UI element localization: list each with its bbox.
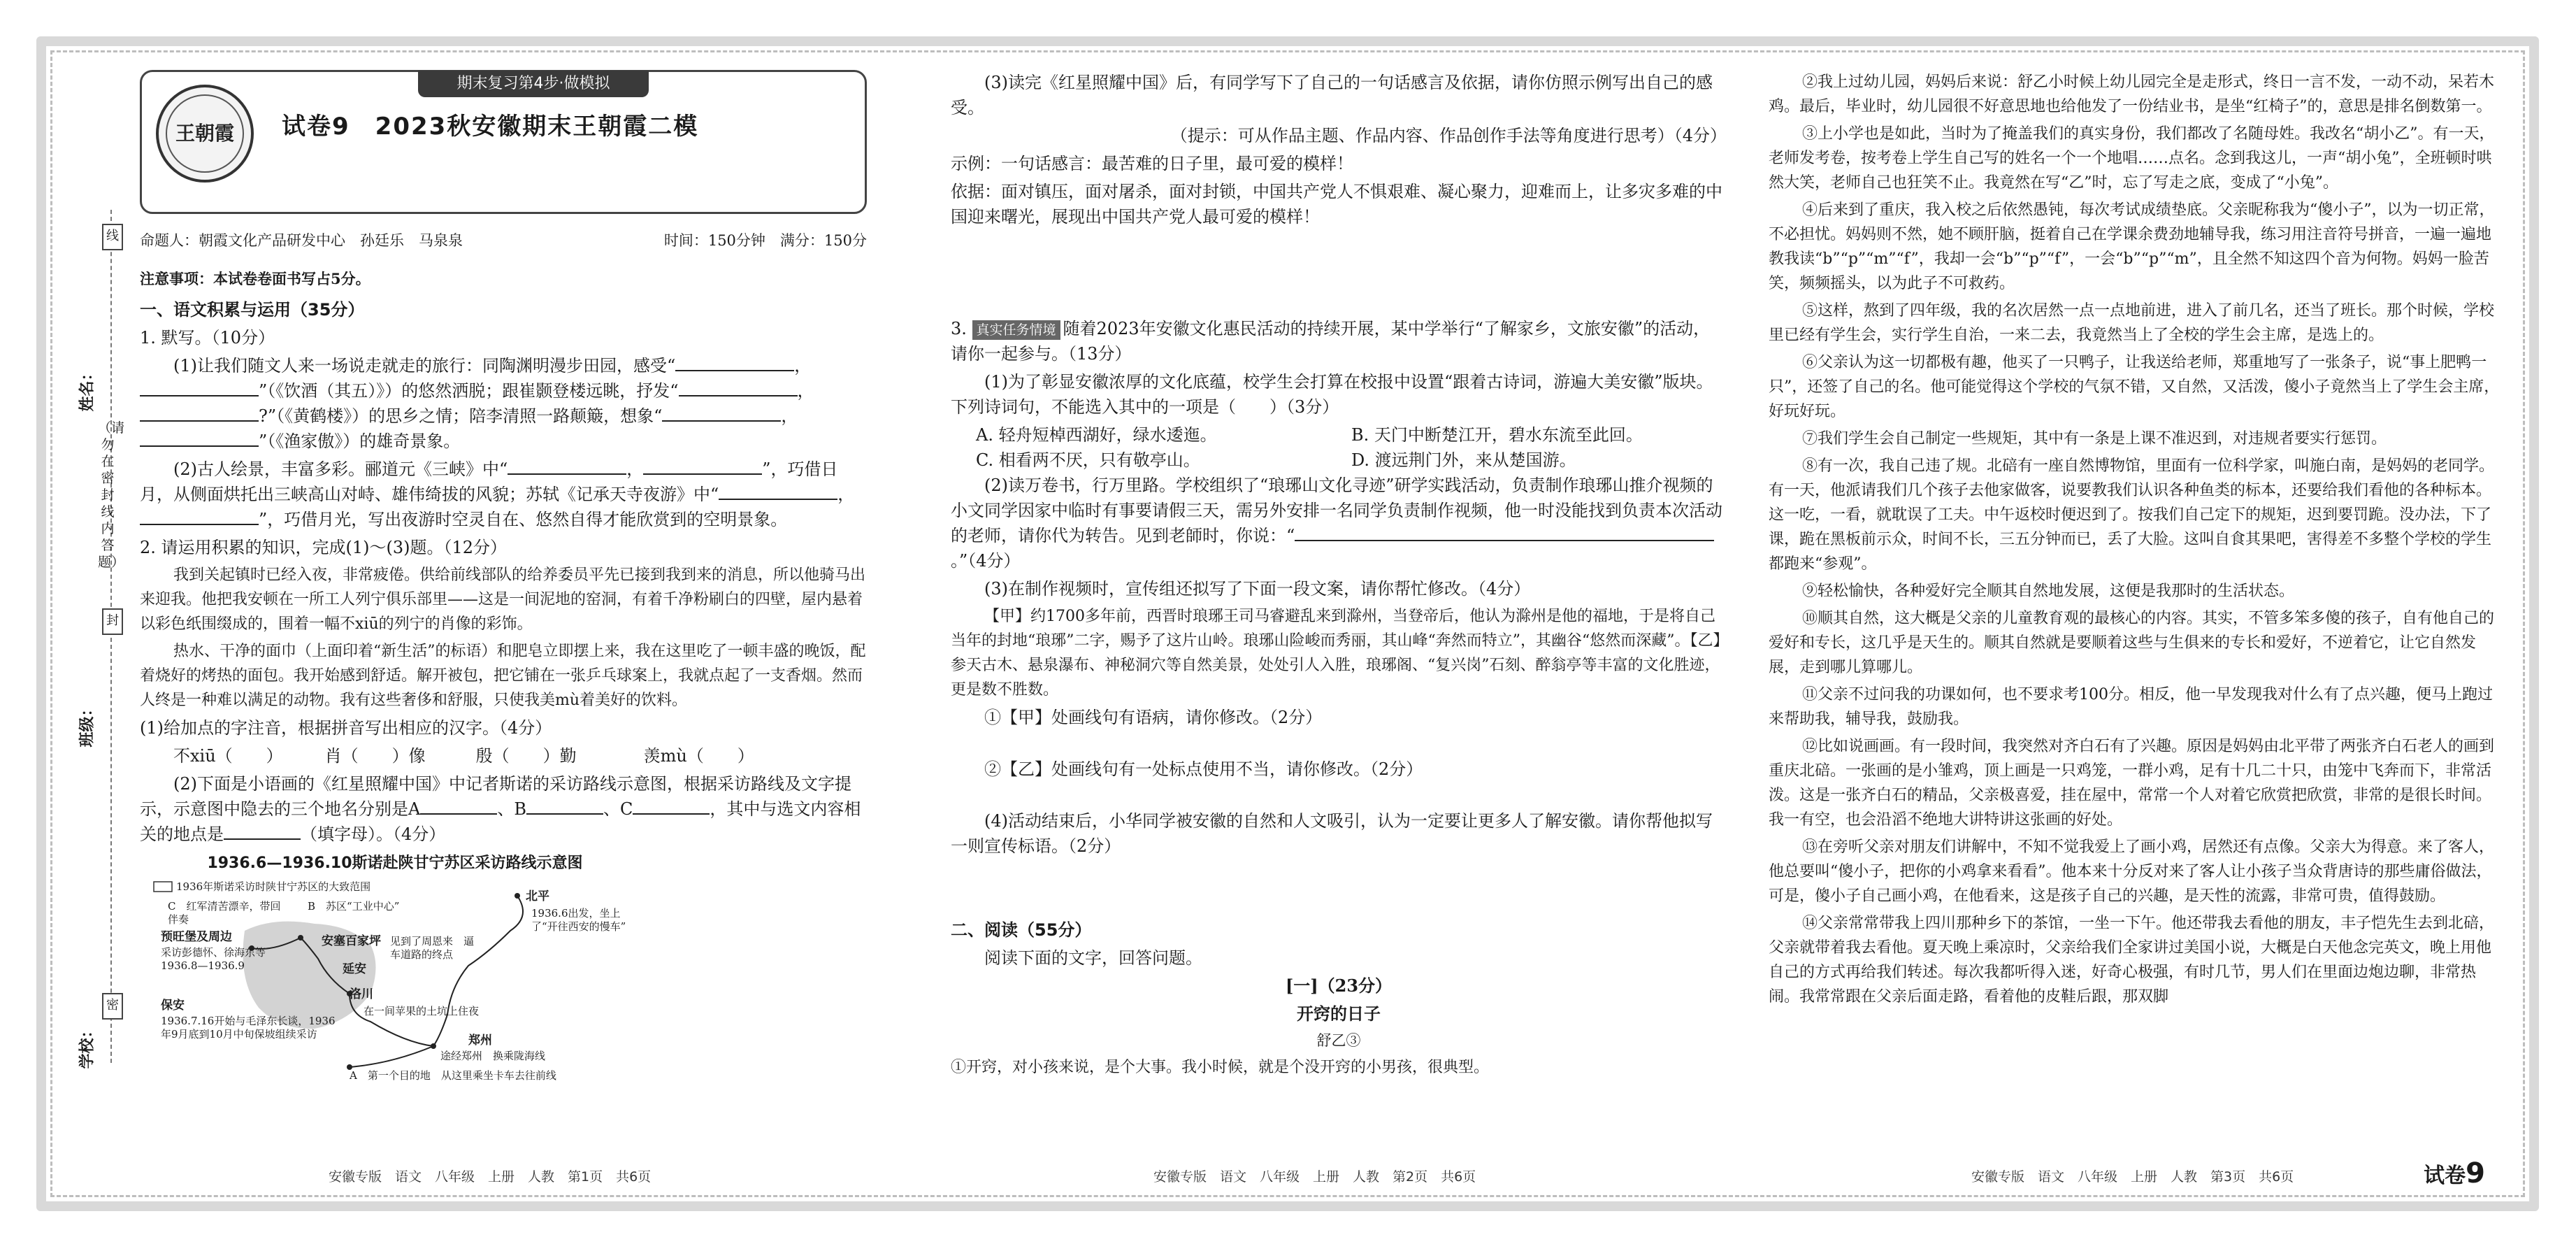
map-label-c: C 红军清苦漂辛，带回伴奏 [168,900,281,926]
read-intro: 阅读下面的文字，回答问题。 [984,948,1202,968]
exam-header [140,70,867,214]
q2-1: (1)给加点的字注音，根据拼音写出相应的汉字。（4分） [140,718,552,738]
map-note-beiping: 1936.6出发，坐上了“开往西安的慢车” [531,907,626,933]
q3-title: 3. 真实任务情境 随着2023年安徽文化惠民活动的持续开展，某中学举行“了解家乡，文旅安徽”的活动，请你一起参与。（13分） [951,319,1711,364]
footer-page-3: 安徽专版 语文 八年级 上册 人教 第3页 共6页 [1971,1169,2294,1185]
task-tag: 真实任务情境 [972,320,1060,340]
map-note-baoan: 1936.7.16开始与毛泽东长谈，1936年9月底到10月中旬保坡组续采访 [161,1015,336,1041]
q3-1-options [951,422,1727,473]
essay-para-12: ⑫比如说画画。有一段时间，我突然对齐白石有了兴趣。原因是妈妈由北平带了两张齐白石老人的画到重庆北碚。一张画的是小雏鸡，顶上画是一只鸡笼，一群小鸡，足有十几二十只，由笼中飞奔而下，非常活泼。这是一张齐白石的精品，父亲极喜爱，挂在屋中，常常一个人对着它欣赏把欣赏，非常的是很长时间。我一有空，也会沿滔不绝地大讲特讲这张画的好处。 [1769,738,2495,829]
column-1 [140,70,867,1082]
essay-para-10: ⑩顺其自然，这大概是父亲的儿童教育观的最核心的内容。其实，不管多笨多傻的孩子，自有他自己的爱好和专长，这几乎是天生的。顺其自然就是要顺着这些与生俱来的专长和爱好，不逆着它，让它自然发展，走到哪儿算哪儿。 [1769,610,2495,676]
map-note-zhengzhou: 途经郑州 换乘陇海线 [440,1050,546,1062]
seal-note: （请勿在密封线内答题） [98,420,125,570]
footer-page-2: 安徽专版 语文 八年级 上册 人教 第2页 共6页 [1153,1169,1476,1185]
test-number-tag: 试卷9 [2424,1157,2485,1189]
map-label-ansai: 安塞百家坪 [322,934,381,948]
q3-3-text: 【甲】约1700多年前，西晋时琅琊王司马睿避乱来到滁州，当登帝后，他认为滁州是他的福地，于是将自己当年的封地“琅琊”二字，赐予了这片山岭。琅琊山险峻而秀丽，其山峰“奔然而特立”，其幽谷“悠然而深藏”。【乙】参天古木、悬泉瀑布、神秘洞穴等自然美景，处处引人入胜，琅琊阁、“复兴岗”石刻、醉翁亭等丰富的文化胜迹，更是数不胜数。 [951,608,1721,699]
q1-2: (2)古人绘景，丰富多彩。郦道元《三峡》中“ ， ”，巧借日月，从侧面烘托出三峡高山对峙、雄伟绮拔的风貌；苏轼《记承天寺夜游》中“ ，”，巧借月光，写出夜游时空灵自在、悠然自得才能欣赏到的空明景象。 [140,459,855,529]
option-d: D. 渡远荆门外，来从楚国游。 [1351,450,1576,470]
route-map [140,851,650,1082]
q2-2: (2)下面是小语画的《红星照耀中国》中记者斯诺的采访路线示意图，根据采访路线及文字提示，示意图中隐去的三个地名分别是A 、B 、C ，其中与选文内容相关的地点是 （填字母）。（4分） [140,774,861,844]
essay-para-14: ⑭父亲常常带我上四川那种乡下的茶馆，一坐一下午。他还带我去看他的朋友，丰子恺先生去到北碚，父亲就带着我去看他。夏天晚上乘凉时，父亲给我们全家讲过美国小说，大概是白天他念完英文，晚上用他自己的方式再给我们转述。每次我都听得入迷，好奇心极强，有时几节，男人们在里面边炮边聊，非常热闹。我常常跟在父亲后面走路，看着他的皮鞋后跟，那双脚 [1769,915,2495,1006]
q2-title: 2. 请运用积累的知识，完成(1)～(3)题。（12分） [140,538,508,557]
q3-1: (1)为了彰显安徽浓厚的文化底蕴，校学生会打算在校报中设置“跟着古诗词，游遍大美安徽”版块。下列诗词句，不能选入其中的一项是（ ）（3分） [951,372,1713,417]
option-c: C. 相看两不厌，只有敬亭山。 [976,450,1200,470]
essay-para-8: ⑧有一次，我自己违了规。北碚有一座自然博物馆，里面有一位科学家，叫施白南，是妈妈的老同学。有一天，他派请我们几个孩子去他家做客，说要教我们认识各种鱼类的标本，还要给我们看他的各种标本。这一吃，一看，就耽误了工夫。中午返校时便迟到了。按我们自己定下的规矩，迟到要罚跪。没办法，下了课，跪在黑板前示众，时间不长，三五分钟而已，丢了大脸。这叫自食其果吧，害得差不多整个学校的学生都跑来“参观”。 [1769,457,2495,573]
q3-3b: ②【乙】处画线句有一处标点使用不当，请你修改。（2分） [984,759,1423,779]
exam-title: 试卷9 2023秋安徽期末王朝霞二模 [282,113,699,141]
q1-1: (1)让我们随文人来一场说走就走的旅行：同陶渊明漫步田园，感受“ ，”（《饮酒（其五）》）的悠然洒脱；跟崔颢登楼远眺，抒发“ ，?”（《黄鹤楼》）的思乡之情；陪李清照一路颠簸，想象“ ，”（《渔家傲》）的雄奇景象。 [140,353,867,454]
map-label-b: B 苏区“工业中心” [308,900,400,913]
q2-passage-2: 热水、干净的面巾（上面印着“新生活”的标语）和肥皂立即摆上来，我在这里吃了一顿丰盛的晚饭，配着烧好的烤热的面包。我开始感到舒适。解开被包，把它铺在一张乒乓球案上，我就点起了一支香烟。然而人终是一种难以满足的动物。我有这些奢侈和舒服，只使我美mù着美好的饮料。 [140,643,866,709]
map-note-ansai: 见到了周恩来 逼车道路的终点 [390,935,475,961]
q3-3: (3)在制作视频时，宣传组还拟写了下面一段文案，请你帮忙修改。（4分） [984,579,1531,599]
section-1-title: 一、语文积累与运用（35分） [140,300,365,320]
authors: 命题人：朝霞文化产品研发中心 孙廷乐 马泉泉 [140,232,463,249]
notice: 注意事项：本试卷卷面书写占5分。 [140,270,370,287]
essay-para-2: ②我上过幼儿园，妈妈后来说：舒乙小时候上幼儿园完全是走形式，终日一言不发，一动不动，呆若木鸡。最后，毕业时，幼儿园很不好意思地也给他发了一份结业书，是坐“红椅子”的，意思是排名倒数第一。 [1769,73,2495,115]
seal-tag-secret: 密 [102,993,123,1020]
example: 示例：一句话感言：最苦难的日子里，最可爱的模样！ [951,154,1353,173]
step-banner: 期末复习第4步·做模拟 [418,71,649,97]
q1-title: 1. 默写。（10分） [140,328,275,348]
essay-para-1: ①开窍，对小孩来说，是个大事。我小时候，就是个没开窍的小男孩，很典型。 [951,1059,1490,1076]
map-note-yuwang: 采访彭德怀、徐海东等 1936.8—1936.9 [161,946,277,972]
seal-line [110,210,112,1063]
essay-author: 舒乙③ [1316,1032,1361,1049]
option-a: A. 轻舟短棹西湖好，绿水逶迤。 [976,425,1217,445]
option-b: B. 天门中断楚江开，碧水东流至此回。 [1351,425,1643,445]
q2-passage-1: 我到关起镇时已经入夜，非常疲倦。供给前线部队的给养委员平先已接到我到来的消息，所以他骑马出来迎我。他把我安顿在一所工人列宁俱乐部里——这是一间泥地的窑洞，有着千净粉刷白的四壁，屋内悬着以彩色纸围缀成的，围着一幅不xiū的列宁的肖像的彩饰。 [140,566,866,633]
map-label-baoan: 保安 [161,999,185,1013]
essay-para-4: ④后来到了重庆，我入校之后依然愚钝，每次考试成绩垫底。父亲昵称我为“傻小子”，以为一切正常，不必担忧。妈妈则不然，她不顾肝脑，挺着自己在学课余费劲地辅导我，练习用注音符号拼音，一遍一遍地教我读“b”“p”“m”“f”，我却一会“b”“p”“f”，一会“b”“p”“m”，且全然不知这四个音为何物。妈妈一脸苦笑，频频摇头，以为此子不可救药。 [1769,201,2495,292]
essay-para-7: ⑦我们学生会自己制定一些规矩，其中有一条是上课不准迟到，对违规者要实行惩罚。 [1802,430,2387,448]
q2-3-hint: （提示：可从作品主题、作品内容、作品创作手法等角度进行思考）（4分） [1170,126,1727,145]
map-label-yuwang: 预旺堡及周边 [161,930,232,944]
essay-para-11: ⑪父亲不过问我的功课如何，也不要求考100分。相反，他一早发现我对什么有了点兴趣，便马上跑过来帮助我，辅导我，鼓励我。 [1769,686,2493,728]
essay-para-13: ⑬在旁听父亲对朋友们讲解中，不知不觉我爱上了画小鸡，居然还有点像。父亲大为得意。来了客人，他总要叫“傻小子，把你的小鸡拿来看看”。他本来十分反对来了客人让小孩子当众背唐诗的那些庸俗做法，可是，傻小子自己画小鸡，在他看来，这是孩子自己的兴趣，是天性的流露，非常可贵，值得鼓励。 [1769,838,2495,905]
logo-text: 王朝霞 [166,94,244,173]
essay-para-5: ⑤这样，熬到了四年级，我的名次居然一点一点地前进，进入了前几名，还当了班长。那个时候，学校里已经有学生会，实行学生自治，一来二去，我竟然当上了全校的学生会主席，是选上的。 [1769,302,2495,344]
seal-tag-line: 线 [102,224,123,250]
essay-title: 开窍的日子 [1297,1003,1381,1024]
school-field-label: 学校： [78,1022,96,1069]
essay-para-6: ⑥父亲认为这一切都极有趣，他买了一只鸭子，让我送给老师，郑重地写了一张条子，说“事上肥鸭一只”，还签了自己的名。他可能觉得这个学校的气氛不错，又自然，又活泼，傻小子竟然当上了学生会主席，好玩好玩。 [1769,354,2500,420]
section-2-title: 二、阅读（55分） [951,920,1092,940]
q3-3a: ①【甲】处画线句有语病，请你修改。（2分） [984,708,1323,727]
map-label-a: A 第一个目的地 从这里乘坐卡车去往前线 [350,1069,556,1082]
map-title: 1936.6—1936.10斯诺赴陕甘宁苏区采访路线示意图 [207,855,583,872]
column-2 [951,70,1727,1082]
q2-3: (3)读完《红星照耀中国》后，有同学写下了自己的一句话感言及依据，请你仿照示例写出自己的感受。 [951,73,1713,117]
map-note-luochuan: 在一间苹果的土坑上住夜 [364,1005,480,1017]
map-label-beiping: 北平 [526,889,549,903]
time-score: 时间：150分钟 满分：150分 [663,232,867,249]
name-field-label: 姓名： [78,365,96,412]
q3-4: (4)活动结束后，小华同学被安徽的自然和人文吸引，认为一定要让更多人了解安徽。请你帮他拟写一则宣传标语。（2分） [951,811,1713,856]
brand-logo [156,85,254,183]
seal-tag-seal: 封 [102,608,123,635]
essay-para-3: ③上小学也是如此，当时为了掩盖我们的真实身份，我们都改了名随母姓。我改名“胡小乙”。有一天，老师发考卷，按考卷上学生自己写的姓名一个一个地唱……点名。念到我这儿，一声“胡小兔”，全班顿时哄然大笑，老师自己也狂笑不止。我竟然在写“乙”时，忘了写走之底，变成了“小兔”。 [1769,125,2495,192]
q3-2: (2)读万卷书，行万里路。学校组织了“琅琊山文化寻迹”研学实践活动，负责制作琅琊山推介视频的小文同学因家中临时有事要请假三天，需另外安排一名同学负责制作视频，他一时没能找到负责本次活动的老师，请你代为转告。见到老師时，你说：“。”（4分） [951,476,1722,571]
class-field-label: 班级： [78,701,96,748]
map-legend: 1936年斯诺采访时陕甘宁苏区的大致范围 [176,880,371,893]
part-1-title: [一]（23分） [1285,975,1393,996]
essay-para-9: ⑨轻松愉快，各种爱好完全顺其自然地发展，这便是我那时的生活状态。 [1802,582,2295,600]
map-label-yanan: 延安 [343,962,366,976]
basis: 依据：面对镇压，面对屠杀，面对封锁，中国共产党人不惧艰难、凝心聚力，迎难而上，让多灾多难的中国迎来曙光，展现出中国共产党人最可爱的模样！ [951,182,1722,227]
footer-page-1: 安徽专版 语文 八年级 上册 人教 第1页 共6页 [329,1169,652,1185]
column-3 [1769,70,2503,1012]
q2-1-items: 不xiū（ ） 肖（ ）像 殷（ ）勤 羡mù（ ） [173,746,754,766]
map-label-zhengzhou: 郑州 [468,1034,492,1048]
map-label-luochuan: 洛川 [350,987,373,1001]
